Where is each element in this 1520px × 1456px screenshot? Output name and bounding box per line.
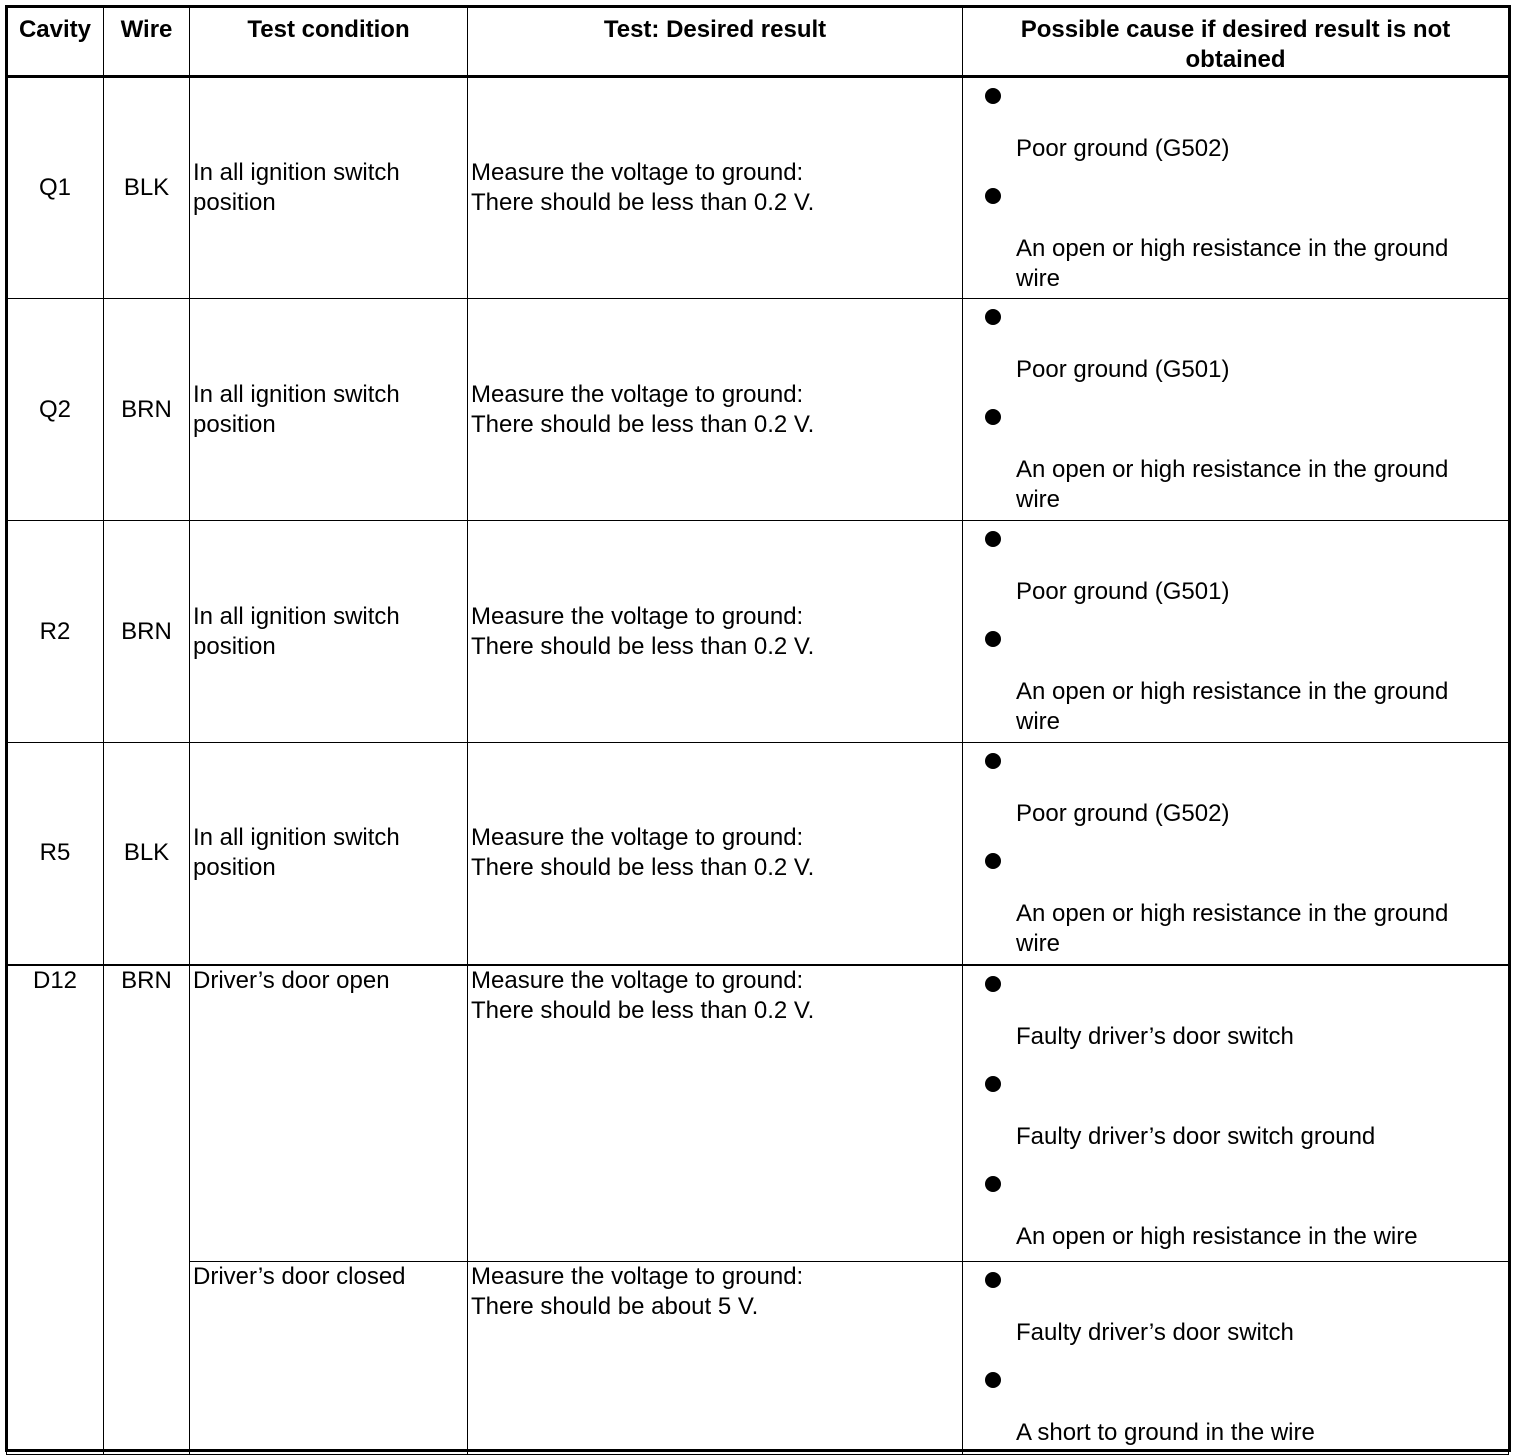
condition-cell: In all ignition switch position — [190, 299, 468, 521]
cause-cell — [963, 299, 1509, 521]
bullet-icon — [985, 188, 1001, 204]
result-cell — [468, 77, 963, 299]
cause-cell — [963, 965, 1509, 1262]
wire-cell: BLK — [104, 743, 190, 965]
result-line: Measure the voltage to ground: — [471, 380, 804, 408]
table-row — [7, 965, 1509, 1262]
cause-text: Poor ground (G501) — [1016, 578, 1230, 605]
bullet-icon — [985, 88, 1001, 104]
cavity-cell: R2 — [7, 521, 104, 743]
bullet-icon — [985, 409, 1001, 425]
result-line: Measure the voltage to ground: — [471, 1263, 804, 1290]
table-row — [7, 77, 1509, 299]
result-cell — [468, 521, 963, 743]
cause-text: Poor ground (G502) — [1016, 135, 1230, 162]
bullet-icon — [985, 309, 1001, 325]
cause-text: Poor ground (G502) — [1016, 800, 1230, 827]
result-line: There should be less than 0.2 V. — [471, 996, 815, 1024]
result-cell — [468, 965, 963, 1262]
condition-cell: In all ignition switch position — [190, 77, 468, 299]
bullet-icon — [985, 531, 1001, 547]
bullet-icon — [985, 853, 1001, 869]
wire-cell: BRN — [104, 299, 190, 521]
bullet-icon — [985, 1372, 1001, 1388]
result-line: There should be about 5 V. — [471, 1293, 759, 1320]
header-test-condition: Test condition — [190, 7, 468, 77]
cavity-cell: D12 — [7, 965, 104, 1455]
bullet-icon — [985, 753, 1001, 769]
bullet-icon — [985, 976, 1001, 992]
result-line: There should be less than 0.2 V. — [471, 410, 815, 438]
result-cell — [468, 299, 963, 521]
table-row — [7, 299, 1509, 521]
result-cell — [468, 743, 963, 965]
cause-text: Faulty driver’s door switch — [1016, 1022, 1294, 1050]
cause-text: Poor ground (G501) — [1016, 356, 1230, 383]
result-cell — [468, 1262, 963, 1455]
table-row — [7, 743, 1509, 965]
condition-cell: In all ignition switch position — [190, 743, 468, 965]
cavity-cell: Q2 — [7, 299, 104, 521]
cause-cell — [963, 743, 1509, 965]
cause-text: Faulty driver’s door switch — [1016, 1319, 1294, 1346]
cause-text: An open or high resistance in the ground wire — [1016, 456, 1449, 513]
table-row — [7, 521, 1509, 743]
cause-text: An open or high resistance in the wire — [1016, 1222, 1418, 1250]
header-cavity: Cavity — [7, 7, 104, 77]
condition-cell: In all ignition switch position — [190, 521, 468, 743]
header-row — [7, 7, 1509, 77]
cavity-cell: Q1 — [7, 77, 104, 299]
bullet-icon — [985, 1272, 1001, 1288]
table-row — [7, 1262, 1509, 1455]
cause-cell — [963, 521, 1509, 743]
cause-cell — [963, 1262, 1509, 1455]
cause-text: An open or high resistance in the ground wire — [1016, 678, 1449, 735]
header-desired-result: Test: Desired result — [468, 7, 963, 77]
cause-text: An open or high resistance in the ground wire — [1016, 900, 1449, 957]
header-possible-cause: Possible cause if desired result is not obtained — [963, 7, 1509, 77]
cause-cell — [963, 77, 1509, 299]
wire-cell: BRN — [104, 521, 190, 743]
result-line: There should be less than 0.2 V. — [471, 189, 815, 216]
bullet-icon — [985, 1076, 1001, 1092]
header-wire: Wire — [104, 7, 190, 77]
result-line: There should be less than 0.2 V. — [471, 854, 815, 882]
diagnostic-table — [6, 6, 1509, 1455]
condition-cell: Driver’s door closed — [190, 1262, 468, 1455]
wire-cell: BLK — [104, 77, 190, 299]
result-line: Measure the voltage to ground: — [471, 602, 804, 630]
cavity-cell: R5 — [7, 743, 104, 965]
result-line: There should be less than 0.2 V. — [471, 632, 815, 660]
cause-text: A short to ground in the wire — [1016, 1419, 1315, 1446]
condition-cell: Driver’s door open — [190, 965, 468, 1262]
cause-text: An open or high resistance in the ground wire — [1016, 235, 1449, 292]
result-line: Measure the voltage to ground: — [471, 824, 804, 852]
bullet-icon — [985, 1176, 1001, 1192]
result-line: Measure the voltage to ground: — [471, 966, 804, 994]
bullet-icon — [985, 631, 1001, 647]
wire-cell: BRN — [104, 965, 190, 1455]
cause-text: Faulty driver’s door switch ground — [1016, 1122, 1376, 1150]
result-line: Measure the voltage to ground: — [471, 159, 804, 186]
